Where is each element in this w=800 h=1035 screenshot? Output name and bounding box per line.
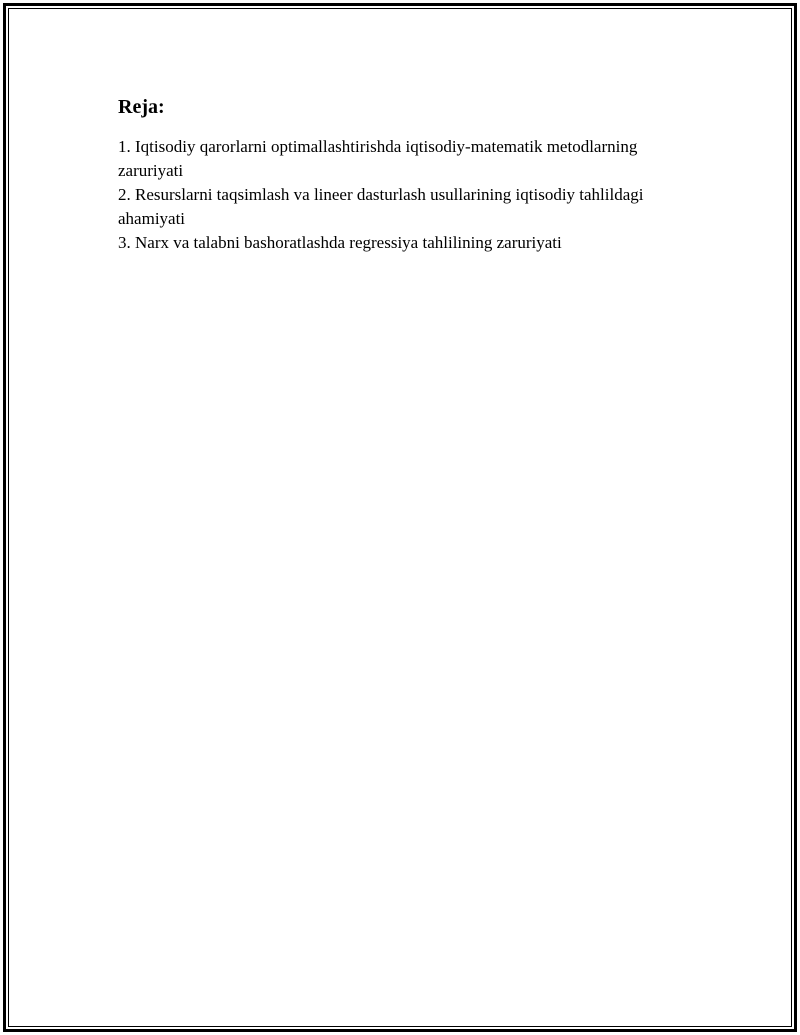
page-content [118,94,698,255]
plan-heading: Reja: [118,96,165,118]
plan-item-2: 2. Resurslarni taqsimlash va lineer dasturlash usullarining iqtisodiy tahlildagi ahamiyati [118,185,644,228]
plan-item-1: 1. Iqtisodiy qarorlarni optimallashtirishda iqtisodiy-matematik metodlarning zaruriyati [118,137,638,180]
plan-list [118,135,698,255]
plan-item-3: 3. Narx va talabni bashoratlashda regressiya tahlilining zaruriyati [118,233,562,252]
